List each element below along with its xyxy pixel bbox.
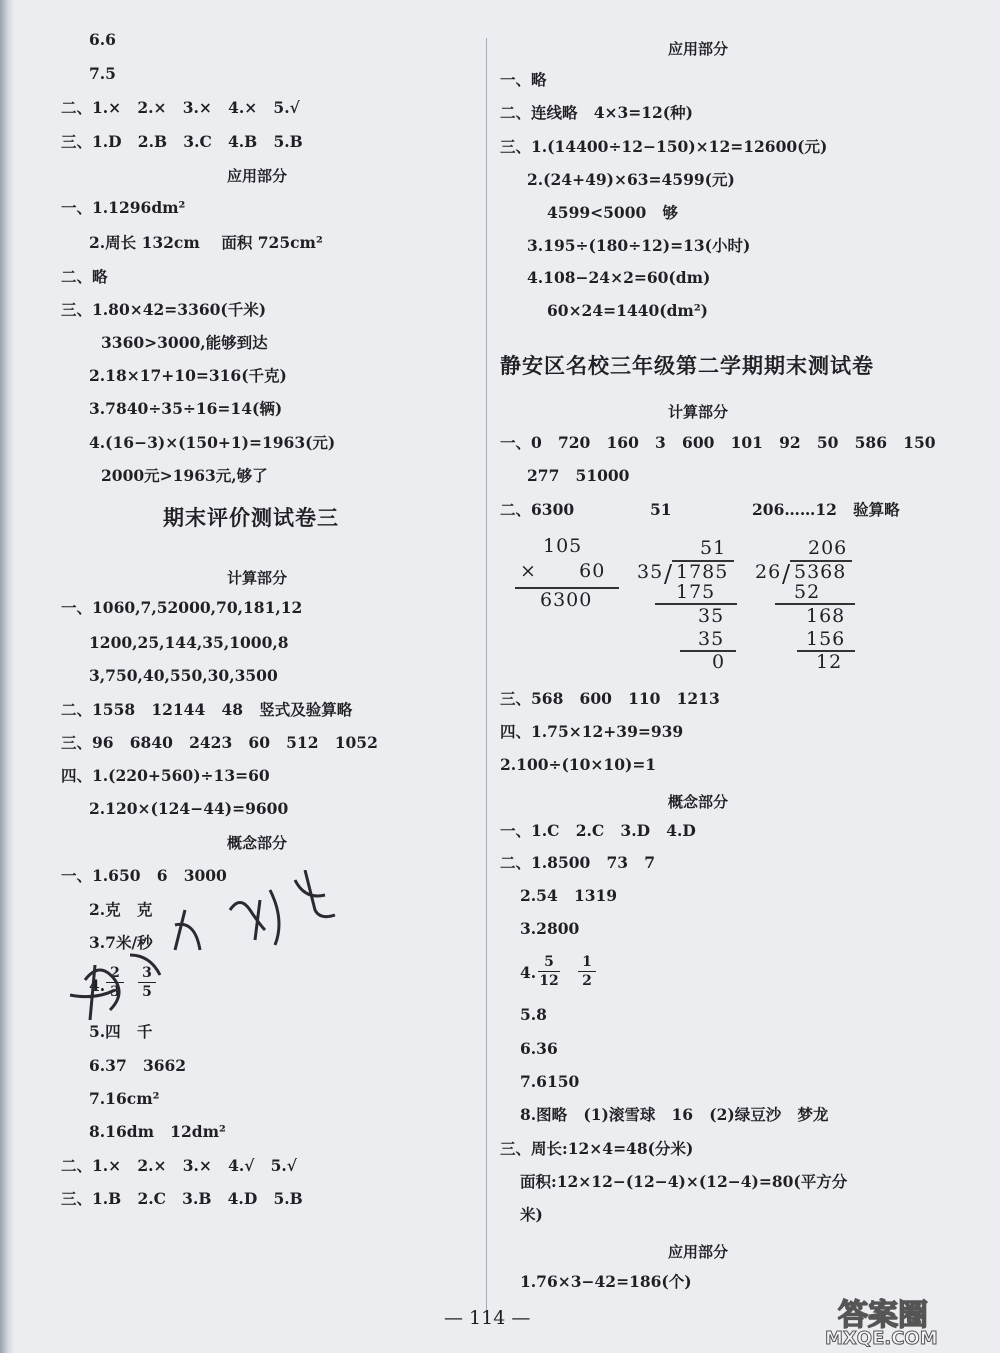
answer-line: 3360>3000,能够到达 xyxy=(101,333,268,352)
answer-line: 5.四 千 xyxy=(89,1022,153,1041)
vertical-calc-number: 168 xyxy=(806,605,846,627)
answer-line: 二、6300 xyxy=(500,500,575,519)
fraction xyxy=(578,954,596,989)
answer-line: 51 xyxy=(650,500,672,519)
section-heading: 应用部分 xyxy=(668,40,729,58)
vertical-calc-number: 175 xyxy=(676,581,716,603)
fraction-numerator: 1 xyxy=(582,954,592,970)
section-heading: 计算部分 xyxy=(227,569,288,587)
answer-line: 米) xyxy=(520,1205,543,1224)
answer-line: 一、1.650 6 3000 xyxy=(61,866,227,885)
test-title: 期末评价测试卷三 xyxy=(163,506,339,530)
answer-line: 3.7米/秒 xyxy=(89,933,153,952)
answer-line: 4.108−24×2=60(dm) xyxy=(527,268,711,287)
vertical-calc-number: 26 xyxy=(755,561,782,583)
vertical-calc-number: 51 xyxy=(700,537,727,559)
answer-line: 4. xyxy=(520,963,537,982)
vertical-calc-number: 6300 xyxy=(540,589,593,611)
answer-line: 三、1.(14400÷12−150)×12=12600(元) xyxy=(500,137,828,156)
section-heading: 计算部分 xyxy=(668,403,729,421)
section-heading: 概念部分 xyxy=(668,793,729,811)
answer-line: 1.76×3−42=186(个) xyxy=(520,1272,692,1291)
answer-line: 2.100÷(10×10)=1 xyxy=(500,755,657,774)
vertical-calc-number: 5368 xyxy=(794,561,847,583)
watermark-text: 答案圈 xyxy=(838,1298,928,1333)
answer-line: 四、1.(220+560)÷13=60 xyxy=(61,766,270,785)
vertical-calc-rule xyxy=(655,603,737,605)
answer-line: 2.18×17+10=316(千克) xyxy=(89,366,287,385)
fraction-numerator: 3 xyxy=(142,965,152,981)
vertical-calc-number: 35 xyxy=(698,605,725,627)
vertical-calc-number: × 60 xyxy=(520,560,606,582)
answer-line: 2.周长 132cm 面积 725cm² xyxy=(89,233,323,252)
answer-line: 1200,25,144,35,1000,8 xyxy=(89,633,289,652)
answer-line: 5.8 xyxy=(520,1005,547,1024)
answer-line: 二、略 xyxy=(61,267,108,286)
section-heading: 应用部分 xyxy=(668,1243,729,1261)
vertical-calc-number: 35 xyxy=(637,561,664,583)
watermark-url: MXQE.COM xyxy=(825,1328,938,1349)
answer-line: 7.5 xyxy=(89,64,116,83)
answer-line: 6.6 xyxy=(89,30,116,49)
answer-line: 一、略 xyxy=(500,70,547,89)
answer-line: 三、1.80×42=3360(千米) xyxy=(61,300,267,319)
vertical-calc-number: 12 xyxy=(816,651,843,673)
page-edge-shadow xyxy=(0,0,14,1353)
answer-line: 一、1060,7,52000,70,181,12 xyxy=(61,598,303,617)
answer-line: 60×24=1440(dm²) xyxy=(547,301,708,320)
answer-line: 二、1.8500 73 7 xyxy=(500,853,656,872)
fraction-numerator: 2 xyxy=(110,965,120,981)
vertical-calc-number: 0 xyxy=(712,651,726,673)
answer-line: 二、1558 12144 48 竖式及验算略 xyxy=(61,700,353,719)
answer-line: 二、连线略 4×3=12(种) xyxy=(500,103,693,122)
answer-line: 三、1.D 2.B 3.C 4.B 5.B xyxy=(61,132,303,151)
answer-line: 277 51000 xyxy=(527,466,630,485)
answer-line: 2.120×(124−44)=9600 xyxy=(89,799,289,818)
answer-line: 3,750,40,550,30,3500 xyxy=(89,666,278,685)
answer-line: 6.36 xyxy=(520,1039,558,1058)
answer-line: 7.16cm² xyxy=(89,1089,160,1108)
answer-line: 7.6150 xyxy=(520,1072,580,1091)
answer-line: 2.(24+49)×63=4599(元) xyxy=(527,170,735,189)
test-title: 静安区名校三年级第二学期期末测试卷 xyxy=(500,354,874,378)
answer-line: 8.16dm 12dm² xyxy=(89,1122,226,1141)
fraction-denominator: 3 xyxy=(110,984,120,1000)
fraction-denominator: 5 xyxy=(142,984,152,1000)
vertical-calc-rule xyxy=(680,650,736,652)
vertical-calc-number: 156 xyxy=(806,628,846,650)
section-heading: 概念部分 xyxy=(227,834,288,852)
answer-line: 3.195÷(180÷12)=13(小时) xyxy=(527,236,751,255)
watermark-logo xyxy=(820,1290,995,1350)
vertical-calc-number: 105 xyxy=(543,535,583,557)
answer-line: 三、568 600 110 1213 xyxy=(500,689,720,708)
page-number: — 114 — xyxy=(444,1307,531,1329)
answer-line: 4.(16−3)×(150+1)=1963(元) xyxy=(89,433,336,452)
fraction-denominator: 12 xyxy=(539,973,559,989)
fraction-numerator: 5 xyxy=(544,954,554,970)
answer-line: 一、0 720 160 3 600 101 92 50 586 150 xyxy=(500,433,936,452)
vertical-calc-number: 52 xyxy=(794,581,821,603)
answer-line: 四、1.75×12+39=939 xyxy=(500,722,684,741)
answer-line: 8.图略 (1)滚雪球 16 (2)绿豆沙 梦龙 xyxy=(520,1105,829,1124)
answer-line: 6.37 3662 xyxy=(89,1056,187,1075)
answer-line: 三、周长:12×4=48(分米) xyxy=(500,1139,694,1158)
answer-line: 3.7840÷35÷16=14(辆) xyxy=(89,399,283,418)
vertical-calc-number: 35 xyxy=(698,628,725,650)
answer-line: 一、1.C 2.C 3.D 4.D xyxy=(500,821,696,840)
long-division-bracket: / xyxy=(782,560,791,588)
column-divider xyxy=(486,38,487,1318)
answer-line: 二、1.× 2.× 3.× 4.√ 5.√ xyxy=(61,1156,297,1175)
section-heading: 应用部分 xyxy=(227,167,288,185)
long-division-bracket: / xyxy=(664,560,673,588)
handwritten-scribble xyxy=(55,870,365,1030)
answer-line: 三、1.B 2.C 3.B 4.D 5.B xyxy=(61,1189,303,1208)
fraction-denominator: 2 xyxy=(582,973,592,989)
answer-line: 2.54 1319 xyxy=(520,886,618,905)
fraction xyxy=(538,954,560,989)
answer-line: 2000元>1963元,够了 xyxy=(101,466,268,485)
answer-line: 一、1.1296dm² xyxy=(61,198,186,217)
answer-line: 206……12 验算略 xyxy=(752,500,900,519)
answer-line: 4. xyxy=(89,976,106,995)
answer-line: 3.2800 xyxy=(520,919,580,938)
answer-line: 2.克 克 xyxy=(89,900,153,919)
answer-line: 三、96 6840 2423 60 512 1052 xyxy=(61,733,378,752)
vertical-calc-number: 206 xyxy=(808,537,848,559)
answer-line: 二、1.× 2.× 3.× 4.× 5.√ xyxy=(61,98,300,117)
answer-line: 面积:12×12−(12−4)×(12−4)=80(平方分 xyxy=(520,1172,848,1191)
answer-line: 4599<5000 够 xyxy=(547,203,678,222)
vertical-calc-number: 1785 xyxy=(676,561,729,583)
